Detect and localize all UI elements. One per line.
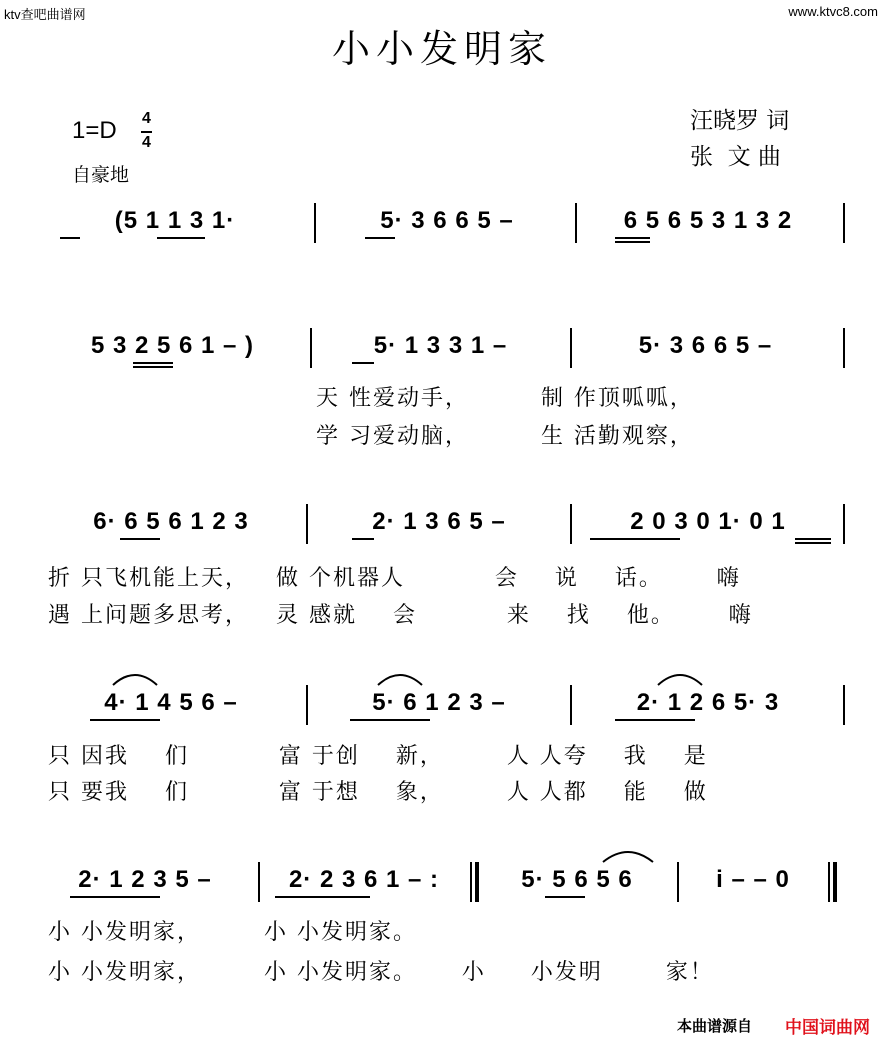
underline bbox=[60, 237, 80, 239]
underline bbox=[275, 896, 370, 898]
measure: (5 1 1 3 1· bbox=[114, 207, 236, 234]
score-line-1 bbox=[0, 203, 884, 248]
underline bbox=[352, 362, 374, 364]
measure: 4· 1 4 5 6 – bbox=[104, 689, 238, 716]
measure: 5· 3 6 6 5 – bbox=[380, 207, 514, 234]
measure: 6 5 6 5 3 1 3 2 bbox=[623, 207, 793, 234]
measure: 5· 1 3 3 1 – bbox=[373, 332, 508, 359]
tie-arc bbox=[110, 671, 160, 687]
underline bbox=[615, 241, 650, 243]
barline bbox=[258, 862, 260, 902]
barline bbox=[306, 504, 308, 544]
underline bbox=[350, 719, 430, 721]
lyrics-verse-2: 小 小发明家， 小 小发明家。 小 小发明 家！ bbox=[48, 960, 714, 985]
underline bbox=[157, 237, 205, 239]
measure: 2· 2 3 6 1 – : bbox=[288, 866, 440, 893]
composer-credit: 张 文 曲 bbox=[690, 144, 781, 170]
measure: 5· 6 1 2 3 – bbox=[372, 689, 506, 716]
repeat-barline bbox=[470, 862, 472, 902]
measure: 2· 1 2 6 5· 3 bbox=[636, 689, 780, 716]
underline bbox=[590, 538, 680, 540]
watermark-left: ktv查吧曲谱网 bbox=[4, 7, 86, 22]
measure: 2· 1 2 3 5 – bbox=[78, 866, 212, 893]
lyrics-verse-1: 只 因我 们 富 于创 新， 人 人夸 我 是 bbox=[48, 744, 708, 769]
underline bbox=[90, 719, 160, 721]
time-signature-bottom: 4 bbox=[142, 134, 151, 151]
score-line-2 bbox=[0, 328, 884, 373]
barline bbox=[306, 685, 308, 725]
watermark-right: www.ktvc8.com bbox=[788, 4, 878, 19]
final-barline bbox=[828, 862, 830, 902]
measure: i – – 0 bbox=[716, 866, 790, 893]
underline bbox=[133, 366, 173, 368]
barline bbox=[570, 504, 572, 544]
measure: 5· 5 6 5 6 bbox=[521, 866, 633, 893]
tie-arc bbox=[375, 671, 425, 687]
tie-arc bbox=[655, 671, 705, 687]
underline bbox=[70, 896, 160, 898]
lyrics-verse-2: 学 习爱动脑， 生 活勤观察， bbox=[316, 424, 694, 449]
score-line-3 bbox=[0, 504, 884, 549]
tie-arc bbox=[600, 848, 656, 864]
barline bbox=[310, 328, 312, 368]
lyricist-credit: 汪晓罗 词 bbox=[690, 108, 790, 134]
barline bbox=[677, 862, 679, 902]
barline bbox=[575, 203, 577, 243]
barline bbox=[843, 685, 845, 725]
barline bbox=[843, 328, 845, 368]
barline bbox=[314, 203, 316, 243]
underline bbox=[795, 542, 831, 544]
measure: 2· 1 3 6 5 – bbox=[372, 508, 506, 535]
site-name: 中国词曲网 bbox=[785, 1018, 870, 1038]
time-signature-top: 4 bbox=[142, 110, 151, 127]
underline bbox=[133, 362, 173, 364]
barline bbox=[843, 203, 845, 243]
time-signature-line bbox=[141, 131, 152, 133]
lyrics-verse-1: 天 性爱动手， 制 作顶呱呱， bbox=[316, 386, 694, 411]
underline bbox=[352, 538, 374, 540]
key-signature: 1=D bbox=[72, 117, 117, 144]
underline bbox=[795, 538, 831, 540]
score-line-5 bbox=[0, 862, 884, 907]
song-title: 小小发明家 bbox=[331, 27, 552, 71]
underline bbox=[615, 719, 695, 721]
barline bbox=[843, 504, 845, 544]
underline bbox=[120, 538, 160, 540]
barline bbox=[570, 685, 572, 725]
lyrics-verse-1: 折 只飞机能上天， 做 个机器人 会 说 话。 嗨 bbox=[48, 566, 741, 591]
barline bbox=[570, 328, 572, 368]
underline bbox=[545, 896, 585, 898]
measure: 2 0 3 0 1· 0 1 bbox=[630, 508, 786, 535]
measure: 5· 3 6 6 5 – bbox=[638, 332, 773, 359]
score-line-4 bbox=[0, 685, 884, 730]
source-label: 本曲谱源自 bbox=[677, 1017, 753, 1035]
tempo-marking: 自豪地 bbox=[72, 164, 130, 186]
measure: 6· 6 5 6 1 2 3 bbox=[93, 508, 249, 535]
underline bbox=[615, 237, 650, 239]
lyrics-verse-1: 小 小发明家， 小 小发明家。 bbox=[48, 920, 417, 945]
lyrics-verse-2: 只 要我 们 富 于想 象， 人 人都 能 做 bbox=[48, 780, 708, 805]
measure: 5 3 2 5 6 1 – ) bbox=[90, 332, 255, 359]
underline bbox=[365, 237, 395, 239]
lyrics-verse-2: 遇 上问题多思考， 灵 感就 会 来 找 他。 嗨 bbox=[48, 603, 753, 628]
